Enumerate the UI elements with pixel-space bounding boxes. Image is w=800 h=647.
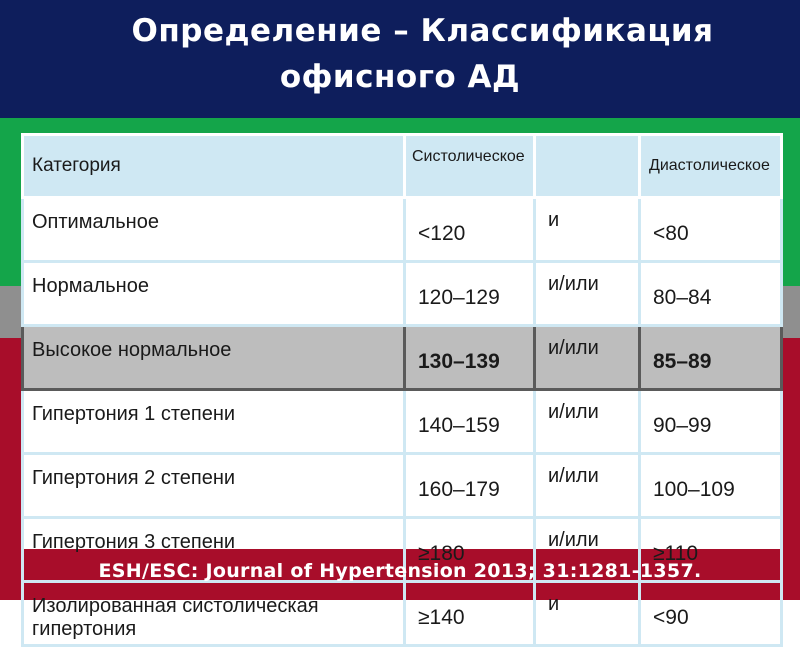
slide-title-line2: офисного АД	[279, 59, 521, 95]
row-systolic: ≥140	[405, 582, 535, 646]
row-operator: и/или	[535, 390, 640, 454]
row-diastolic: 90–99	[640, 390, 782, 454]
table-row-highlighted	[23, 326, 782, 390]
header-systolic: Систолическое	[405, 135, 535, 198]
row-diastolic: <90	[640, 582, 782, 646]
row-diastolic: ≥110	[640, 518, 782, 582]
table-row	[23, 582, 782, 646]
row-systolic: ≥180	[405, 518, 535, 582]
row-category: Высокое нормальное	[23, 326, 405, 390]
slide-title-line1: Определение – Классификация	[131, 13, 714, 49]
row-category: Гипертония 3 степени	[23, 518, 405, 582]
row-operator: и/или	[535, 262, 640, 326]
table-header-row	[23, 135, 782, 198]
row-systolic: 140–159	[405, 390, 535, 454]
row-operator: и/или	[535, 518, 640, 582]
row-systolic: 160–179	[405, 454, 535, 518]
row-operator: и	[535, 198, 640, 262]
row-diastolic: 80–84	[640, 262, 782, 326]
header-category: Категория	[23, 135, 405, 198]
row-category: Гипертония 2 степени	[23, 454, 405, 518]
row-category: Оптимальное	[23, 198, 405, 262]
slide-title	[0, 8, 800, 100]
table-row	[23, 198, 782, 262]
row-operator: и/или	[535, 454, 640, 518]
row-diastolic: 100–109	[640, 454, 782, 518]
table-row	[23, 390, 782, 454]
row-category: Изолированная систолическая гипертония	[23, 582, 405, 646]
row-diastolic: <80	[640, 198, 782, 262]
row-diastolic: 85–89	[640, 326, 782, 390]
row-category: Гипертония 1 степени	[23, 390, 405, 454]
header-operator	[535, 135, 640, 198]
citation-footer: ESH/ESC: Journal of Hypertension 2013; 31:1281-1357.	[98, 560, 702, 582]
row-operator: и/или	[535, 326, 640, 390]
header-diastolic: Диастолическое	[640, 135, 782, 198]
table-row	[23, 454, 782, 518]
row-category: Нормальное	[23, 262, 405, 326]
row-systolic: 120–129	[405, 262, 535, 326]
table-row	[23, 262, 782, 326]
row-systolic: <120	[405, 198, 535, 262]
row-operator: и	[535, 582, 640, 646]
row-systolic: 130–139	[405, 326, 535, 390]
